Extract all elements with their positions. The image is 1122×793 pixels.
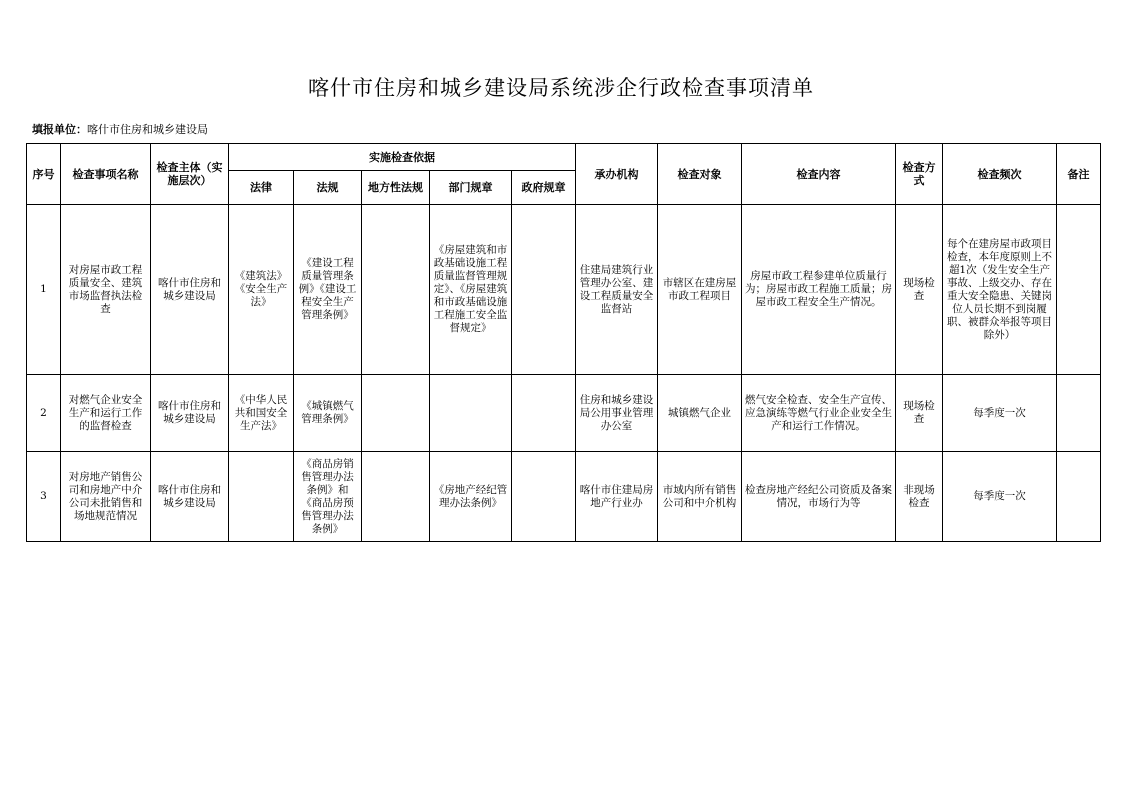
header-seq: 序号 [27,144,61,205]
cell-dept [430,375,512,452]
cell-target: 城镇燃气企业 [658,375,742,452]
cell-gov [512,452,576,542]
cell-local [362,205,430,375]
cell-gov [512,375,576,452]
cell-content: 房屋市政工程参建单位质量行为；房屋市政工程施工质量；房屋市政工程安全生产情况。 [742,205,896,375]
cell-freq: 每季度一次 [943,375,1057,452]
cell-regulation: 《城镇燃气管理条例》 [294,375,362,452]
cell-target: 市辖区在建房屋市政工程项目 [658,205,742,375]
cell-org: 住建局建筑行业管理办公室、建设工程质量安全监督站 [576,205,658,375]
cell-item: 对燃气企业安全生产和运行工作的监督检查 [61,375,151,452]
cell-org: 喀什市住建局房地产行业办 [576,452,658,542]
cell-target: 市域内所有销售公司和中介机构 [658,452,742,542]
cell-regulation: 《建设工程质量管理条例》《建设工程安全生产管理条例》 [294,205,362,375]
header-target: 检查对象 [658,144,742,205]
cell-freq: 每个在建房屋市政项目检查，本年度原则上不超1次（发生安全生产事故、上级交办、存在重大安全隐患、关键岗位人员长期不到岗履职、被群众举报等项目除外） [943,205,1057,375]
header-regulation: 法规 [294,171,362,205]
header-item: 检查事项名称 [61,144,151,205]
cell-local [362,452,430,542]
cell-item: 对房屋市政工程质量安全、建筑市场监督执法检查 [61,205,151,375]
table-row [27,452,1101,542]
header-law: 法律 [229,171,294,205]
filler-unit [32,121,208,137]
header-org: 承办机构 [576,144,658,205]
inspection-table [26,143,1101,542]
header-freq: 检查频次 [943,144,1057,205]
cell-note [1057,205,1101,375]
cell-seq: 2 [27,375,61,452]
cell-law: 《中华人民共和国安全生产法》 [229,375,294,452]
filler-value: 喀什市住房和城乡建设局 [87,123,208,136]
cell-method: 现场检查 [896,205,943,375]
cell-freq: 每季度一次 [943,452,1057,542]
header-local: 地方性法规 [362,171,430,205]
header-gov: 政府规章 [512,171,576,205]
header-dept: 部门规章 [430,171,512,205]
cell-org: 住房和城乡建设局公用事业管理办公室 [576,375,658,452]
cell-method: 现场检查 [896,375,943,452]
cell-subject: 喀什市住房和城乡建设局 [151,452,229,542]
cell-seq: 1 [27,205,61,375]
cell-subject: 喀什市住房和城乡建设局 [151,205,229,375]
filler-label: 填报单位： [32,123,87,136]
page-title: 喀什市住房和城乡建设局系统涉企行政检查事项清单 [308,76,814,100]
cell-item: 对房地产销售公司和房地产中介公司未批销售和场地规范情况 [61,452,151,542]
cell-regulation [294,452,362,542]
cell-subject: 喀什市住房和城乡建设局 [151,375,229,452]
cell-dept: 《房屋建筑和市政基础设施工程质量监督管理规定》、《房屋建筑和市政基础设施工程施工安全监督规定》 [430,205,512,375]
cell-note [1057,375,1101,452]
header-subject: 检查主体（实施层次） [151,144,229,205]
header-row-1 [27,144,1101,171]
cell-law [229,452,294,542]
cell-gov [512,205,576,375]
header-basis: 实施检查依据 [229,144,576,171]
header-note: 备注 [1057,144,1101,205]
cell-content: 检查房地产经纪公司资质及备案情况，市场行为等 [742,452,896,542]
cell-note [1057,452,1101,542]
cell-regulation-text: 《商品房销售管理办法条例》和《商品房预售管理办法条例》 [301,457,354,535]
header-content: 检查内容 [742,144,896,205]
header-method: 检查方式 [896,144,943,205]
cell-method: 非现场检查 [896,452,943,542]
cell-content: 燃气安全检查、安全生产宣传、应急演练等燃气行业企业安全生产和运行工作情况。 [742,375,896,452]
table-row [27,375,1101,452]
table-row [27,205,1101,375]
cell-seq: 3 [27,452,61,542]
cell-local [362,375,430,452]
cell-law: 《建筑法》《安全生产法》 [229,205,294,375]
cell-dept: 《房地产经纪管理办法条例》 [430,452,512,542]
